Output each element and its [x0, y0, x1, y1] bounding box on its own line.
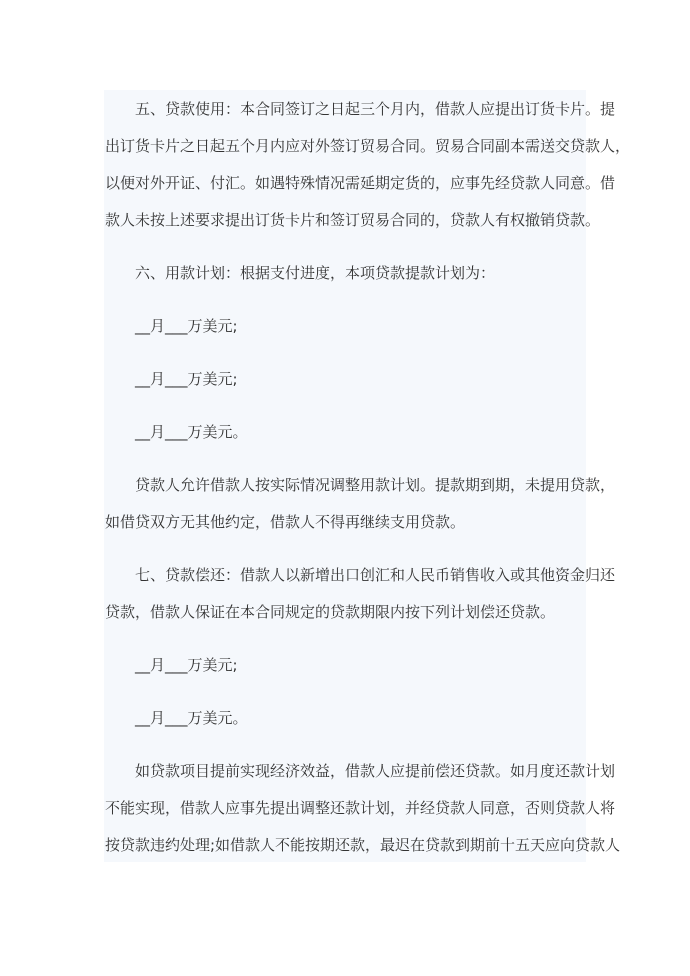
paragraph-section-6-drawdown-plan	[105, 255, 587, 292]
paragraph-early-repayment	[105, 753, 621, 864]
paragraph-section-7-repayment	[105, 557, 616, 631]
text-line: 如借贷双方无其他约定，借款人不得再继续支用贷款。	[105, 513, 466, 531]
text-line: 按贷款违约处理;如借款人不能按期还款，最迟在贷款到期前十五天应向贷款人	[105, 836, 621, 854]
paragraph-repayment-item-1	[105, 647, 587, 684]
paragraph-section-5-loan-use	[105, 91, 631, 239]
text-line: 如贷款项目提前实现经济效益，借款人应提前偿还贷款。如月度还款计划	[135, 762, 616, 780]
text-line: __月___万美元;	[135, 370, 238, 388]
text-line: 不能实现，借款人应事先提出调整还款计划，并经贷款人同意，否则贷款人将	[105, 799, 616, 817]
text-line: 款人未按上述要求提出订货卡片和签订贸易合同的，贷款人有权撤销贷款。	[105, 211, 601, 229]
text-line: __月___万美元;	[135, 656, 238, 674]
text-line: 七、贷款偿还：借款人以新增出口创汇和人民币销售收入或其他资金归还	[135, 566, 616, 584]
paragraph-drawdown-item-1	[105, 308, 587, 345]
text-line: 以便对外开证、付汇。如遇特殊情况需延期定货的，应事先经贷款人同意。借	[105, 174, 616, 192]
text-line: 五、贷款使用：本合同签订之日起三个月内，借款人应提出订货卡片。提	[135, 100, 616, 118]
text-line: 贷款人允许借款人按实际情况调整用款计划。提款期到期，未提用贷款，	[135, 476, 616, 494]
text-line: __月___万美元。	[135, 423, 248, 441]
text-line: 出订货卡片之日起五个月内应对外签订贸易合同。贸易合同副本需送交贷款人，	[105, 137, 631, 155]
text-line: __月___万美元;	[135, 317, 238, 335]
text-line: __月___万美元。	[135, 709, 248, 727]
document-text-block	[104, 90, 631, 862]
paragraph-drawdown-adjustment	[105, 467, 616, 541]
paragraph-drawdown-item-3	[105, 414, 587, 451]
paragraph-repayment-item-2	[105, 700, 587, 737]
paragraph-drawdown-item-2	[105, 361, 587, 398]
text-line: 贷款，借款人保证在本合同规定的贷款期限内按下列计划偿还贷款。	[105, 603, 556, 621]
text-line: 六、用款计划：根据支付进度，本项贷款提款计划为：	[135, 264, 496, 282]
